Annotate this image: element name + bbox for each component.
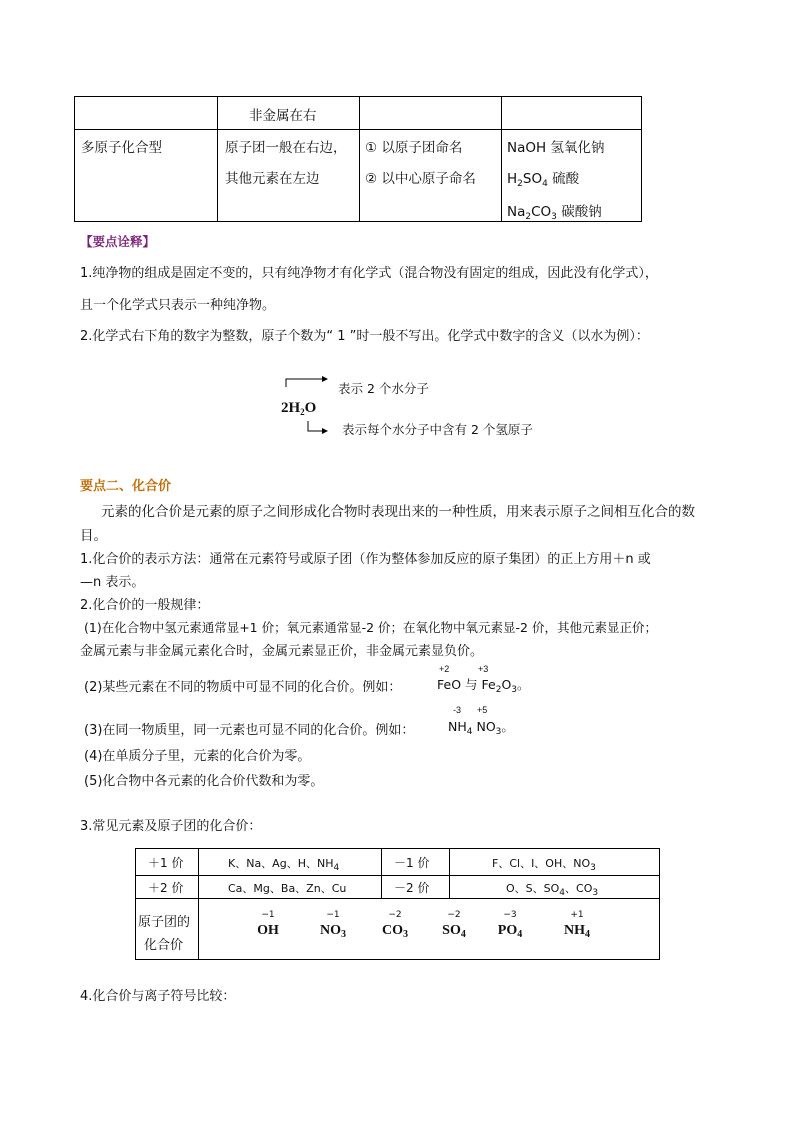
section-heading: 4.化合价与离子符号比较：	[80, 989, 236, 1004]
paragraph: 目。	[80, 528, 107, 544]
formula-example: FeO 与 $Fe_2O_3$。	[437, 677, 530, 695]
ion-formula: $NO_3$	[320, 923, 346, 940]
paragraph: 2.化合价的一般规律：	[80, 598, 210, 613]
rule-item: (2)某些元素在不同的物质中可显不同的化合价。例如：	[84, 680, 402, 695]
table-col-divider	[217, 97, 218, 221]
table-cell: K、Na、Ag、H、$NH_4$	[228, 857, 340, 873]
ion-cell	[365, 907, 425, 939]
naming-table	[74, 96, 642, 222]
table-col-divider	[449, 849, 450, 898]
paragraph: 且一个化学式只表示一种纯净物。	[80, 298, 276, 313]
formula-example: $NH_4$ $NO_3$。	[448, 719, 514, 737]
rule-item: (5)化合物中各元素的化合价代数和为零。	[84, 774, 324, 789]
valence-mark: −2	[388, 910, 402, 920]
valence-mark: −1	[326, 910, 340, 920]
ion-formula: $CO_3$	[382, 923, 408, 940]
table-row-divider	[136, 898, 659, 899]
rule-item: (1)在化合物中氢元素通常显+1 价；氧元素通常显-2 价；在氧化物中氧元素显-2 价，其他元素显正价；	[84, 620, 657, 635]
water-formula: $2H_2O$	[281, 400, 317, 417]
valence-mark: −3	[503, 910, 517, 920]
ion-formula: $PO_4$	[497, 923, 523, 940]
table-cell: 原子团一般在右边，	[225, 140, 347, 156]
paragraph: 1.纯净物的组成是固定不变的，只有纯净物才有化学式（混合物没有固定的组成，因此没有化学式），	[80, 266, 658, 281]
table-cell: 化合价	[144, 938, 184, 953]
table-col-divider	[381, 849, 382, 898]
section-heading: 要点二、化合价	[80, 479, 172, 494]
notes-heading: 【要点诠释】	[80, 234, 156, 249]
rule-item: 金属元素与非金属元素化合时，金属元素显正价，非金属元素显负价。	[80, 644, 484, 659]
valence-mark: +1	[570, 910, 584, 920]
paragraph: 1.化合价的表示方法：通常在元素符号或原子团（作为整体参加反应的原子集团）的正上方用＋n 或	[80, 552, 651, 567]
table-cell: ＋1 价	[148, 856, 184, 870]
table-cell: 非金属在右	[249, 108, 317, 124]
valence-mark: −2	[447, 910, 461, 920]
table-cell: $H_2SO_4$ 硫酸	[507, 171, 580, 189]
valence-mark: +2	[439, 664, 450, 674]
table-cell: ＋2 价	[148, 881, 184, 895]
table-col-divider	[359, 97, 360, 221]
ion-formula: $NH_4$	[564, 923, 590, 940]
table-cell: F、Cl、I、OH、$NO_3$	[492, 857, 596, 873]
table-cell: －1 价	[394, 856, 430, 870]
paragraph: —n 表示。	[80, 575, 145, 590]
table-cell: ① 以原子团命名	[365, 140, 463, 156]
ion-formula: $SO_4$	[442, 923, 466, 940]
ion-cell	[424, 907, 484, 939]
valence-mark: +3	[478, 664, 489, 674]
table-cell: $Na_2CO_3$ 碳酸钠	[507, 204, 602, 222]
table-cell: －2 价	[394, 881, 430, 895]
table-cell: Ca、Mg、Ba、Zn、Cu	[228, 882, 347, 895]
table-row-divider	[75, 129, 641, 130]
valence-table	[135, 848, 660, 960]
valence-mark: +5	[477, 705, 488, 715]
ion-formula: OH	[257, 923, 279, 938]
table-col-divider	[501, 97, 502, 221]
valence-mark: -3	[453, 705, 462, 715]
rule-item: (3)在同一物质里，同一元素也可显不同的化合价。例如：	[84, 723, 415, 738]
table-col-divider	[198, 849, 199, 959]
table-row-divider	[136, 875, 659, 876]
table-cell: ② 以中心原子命名	[365, 171, 476, 187]
ion-cell	[238, 907, 298, 939]
table-cell: 其他元素在左边	[225, 171, 320, 187]
table-cell: NaOH 氢氧化钠	[507, 140, 605, 156]
section-heading: 3.常见元素及原子团的化合价：	[80, 819, 262, 834]
diagram-label: 表示每个水分子中含有 2 个氢原子	[342, 422, 533, 437]
rule-item: (4)在单质分子里，元素的化合价为零。	[84, 749, 311, 764]
paragraph: 2.化学式右下角的数字为整数，原子个数为“ 1 ”时一般不写出。化学式中数字的含义（以水为例）：	[80, 329, 649, 344]
table-cell: 原子团的	[138, 915, 191, 930]
table-cell: 多原子化合型	[81, 140, 162, 156]
ion-cell	[480, 907, 540, 939]
ion-cell	[303, 907, 363, 939]
valence-mark: −1	[261, 910, 275, 920]
paragraph: 元素的化合价是元素的原子之间形成化合物时表现出来的一种性质，用来表示原子之间相互化合的数	[101, 504, 695, 520]
ion-cell	[547, 907, 607, 939]
table-cell: O、S、$SO_4$、$CO_3$	[506, 882, 599, 898]
diagram-label: 表示 2 个水分子	[338, 381, 429, 396]
